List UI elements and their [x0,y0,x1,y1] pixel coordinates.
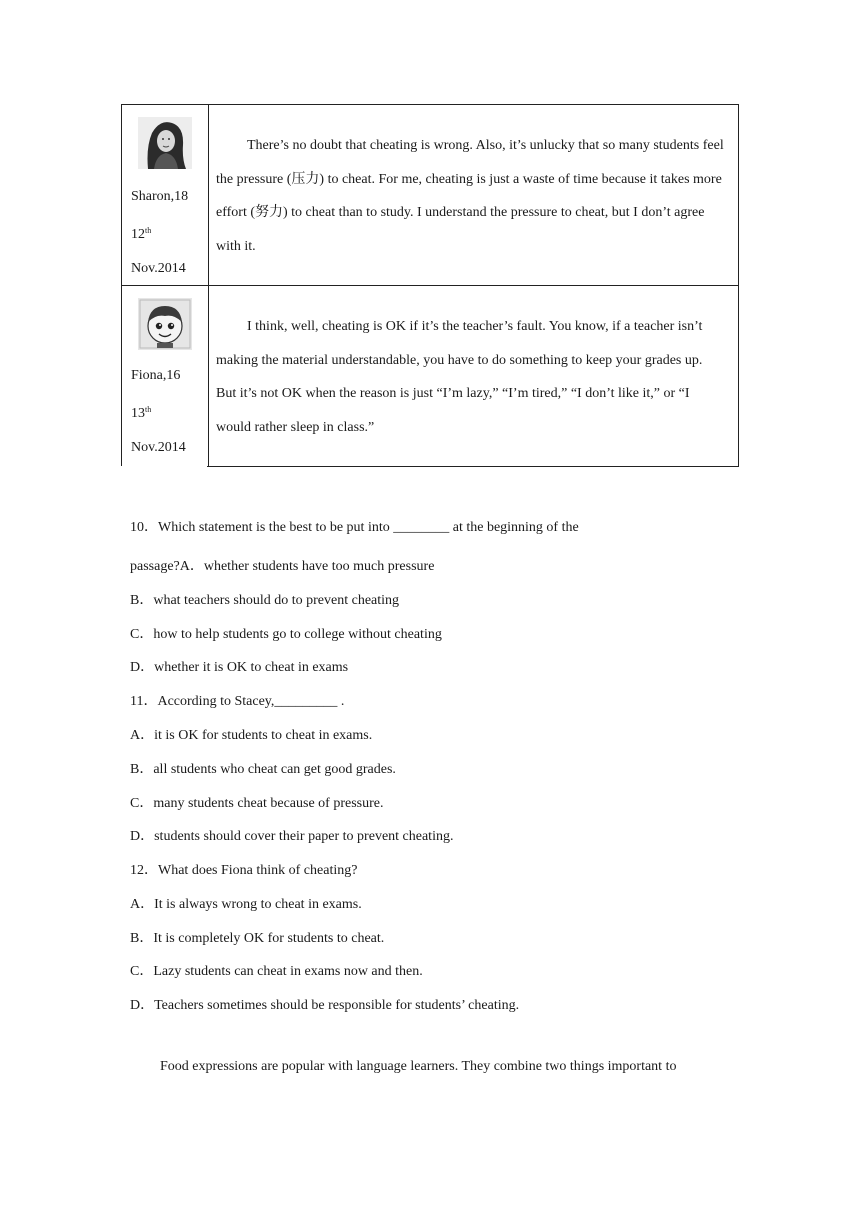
comment-text: I think, well, cheating is OK if it’s the teacher’s fault. You know, if a teacher isn’t making the material understandable, you have to do something to keep your grades up. But it’s not OK when the reason is just “I’m lazy,” “I’m tired,” “I don’t like it,” or “I would rather sleep in class.” [216,319,703,435]
commenter-name-age: Sharon,18 [131,189,189,204]
comment-cell [207,104,739,286]
commenter-cell [121,104,209,286]
commenter-meta [131,180,207,286]
commenter-name-age: Fiona,16 [131,368,181,383]
question-11-option-c: C．many students cheat because of pressure. [130,796,384,811]
comment-row [121,285,739,465]
question-11-stem: 11．According to Stacey,_________ . [130,694,345,709]
comment-text: There’s no doubt that cheating is wrong. Also, it’s unlucky that so many students feel the pressure (压力) to cheat. For me, cheating is just a waste of time because it takes more effort (努力) to cheat than to study. I understand the pressure to cheat, but I don’t agree with it. [216,138,724,254]
cartoon-boy-icon [138,298,192,350]
question-12-option-a: A．It is always wrong to cheat in exams. [130,897,362,912]
question-10-stem: 10．Which statement is the best to be put into ________ at the beginning of the [130,520,579,535]
comment-date-month-year: Nov.2014 [131,440,186,455]
commenter-cell [121,285,209,466]
question-12-option-c: C．Lazy students can cheat in exams now and then. [130,964,423,979]
avatar [138,117,192,169]
question-10-option-a: passage?A．whether students have too much pressure [130,559,435,574]
question-10-option-d: D．whether it is OK to cheat in exams [130,660,349,675]
question-11-option-b: B．all students who cheat can get good grades. [130,762,396,777]
comment-date-day: 13th [131,405,152,421]
question-12-option-d: D．Teachers sometimes should be responsible for students’ cheating. [130,998,520,1013]
commenter-meta [131,359,207,465]
comment-cell [207,285,739,467]
question-12-stem: 12．What does Fiona think of cheating? [130,863,358,878]
question-10-option-c: C．how to help students go to college without cheating [130,627,442,642]
reading-passage-intro: Food expressions are popular with language learners. They combine two things important to [160,1059,677,1074]
question-10-option-b: B．what teachers should do to prevent cheating [130,593,400,608]
avatar [138,298,192,350]
comment-row [121,104,739,285]
question-11-option-a: A．it is OK for students to cheat in exams. [130,728,373,743]
question-12-option-b: B．It is completely OK for students to cheat. [130,931,385,946]
comment-date-month-year: Nov.2014 [131,261,186,276]
girl-portrait-icon [138,117,192,169]
comment-table [121,104,739,465]
comment-date-day: 12th [131,226,152,242]
question-11-option-d: D．students should cover their paper to prevent cheating. [130,829,454,844]
